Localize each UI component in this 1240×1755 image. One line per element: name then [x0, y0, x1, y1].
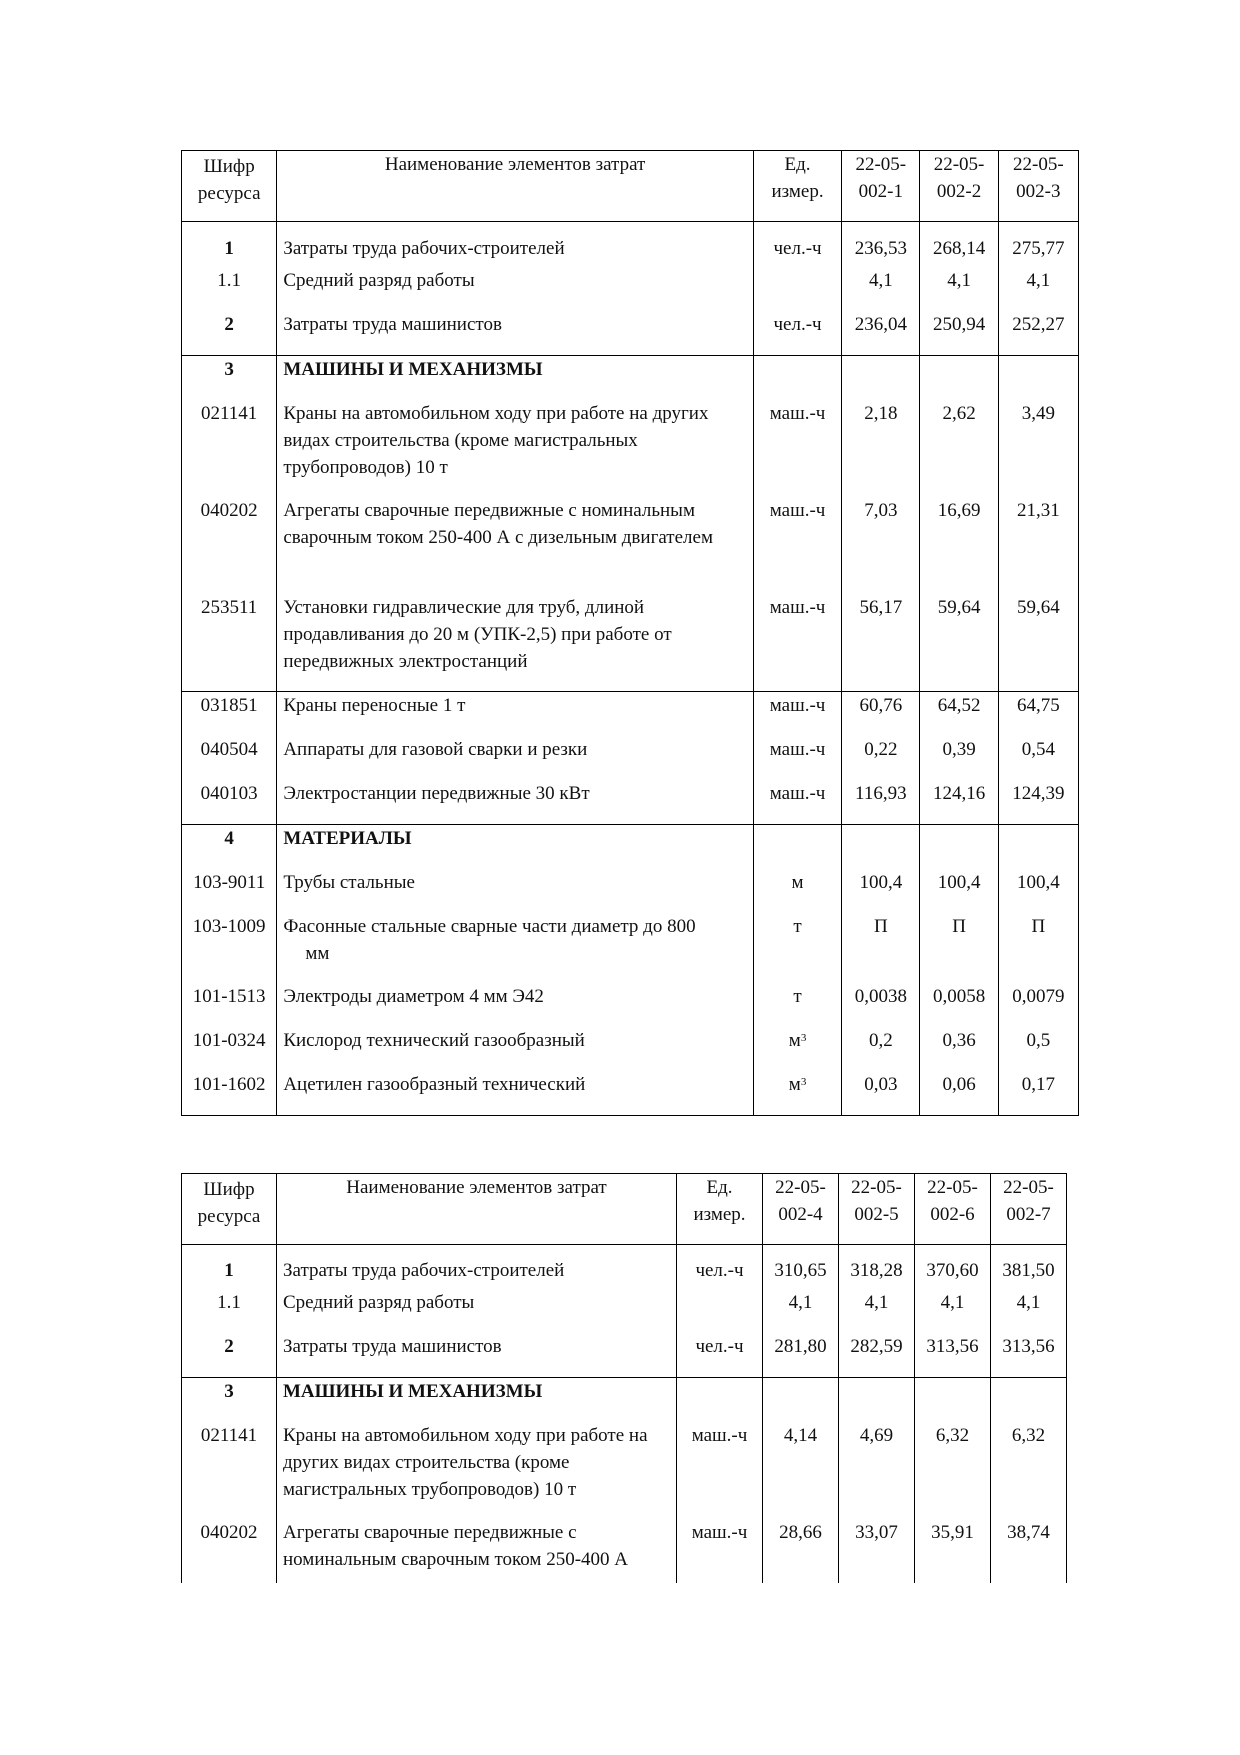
row-name: Электростанции передвижные 30 кВт — [277, 780, 754, 825]
table-row — [182, 1333, 1067, 1378]
header-unit: Ед. измер. — [677, 1174, 763, 1245]
row-value-2: 250,94 — [920, 311, 998, 356]
row-unit: маш.-ч — [753, 594, 841, 692]
row-value-4: 4,1 — [991, 1289, 1067, 1333]
table-row — [182, 1071, 1079, 1116]
table-row — [182, 780, 1079, 825]
row-name — [277, 913, 754, 983]
row-value-2: 100,4 — [920, 869, 998, 913]
row-value-1: 0,22 — [842, 736, 920, 780]
row-value-3 — [998, 825, 1078, 870]
row-value-4: 6,32 — [991, 1422, 1067, 1519]
row-value-1: 236,53 — [842, 222, 920, 268]
row-value-2: П — [920, 913, 998, 983]
row-value-2: 59,64 — [920, 594, 998, 692]
row-unit: чел.-ч — [753, 311, 841, 356]
row-value-1: 7,03 — [842, 497, 920, 594]
row-name: Установки гидравлические для труб, длиной продавливания до 20 м (УПК-2,5) при работе от передвижных электростанций — [277, 594, 754, 692]
row-code: 021141 — [182, 400, 277, 497]
row-name-line-1: Фасонные стальные сварные части диаметр до 800 — [283, 916, 696, 937]
row-value-4: 313,56 — [991, 1333, 1067, 1378]
row-value-4: 38,74 — [991, 1519, 1067, 1583]
header-col-1: 22-05-002-4 — [763, 1174, 839, 1245]
table-row — [182, 736, 1079, 780]
row-code: 101-0324 — [182, 1027, 277, 1071]
row-unit: м — [753, 869, 841, 913]
row-value-3: П — [998, 913, 1078, 983]
table-row — [182, 267, 1079, 311]
row-value-1: 0,03 — [842, 1071, 920, 1116]
row-unit: маш.-ч — [677, 1422, 763, 1519]
header-code: Шифр ресурса — [182, 1174, 277, 1245]
row-value-3: 313,56 — [915, 1333, 991, 1378]
resource-table-2 — [181, 1173, 1067, 1583]
row-name: Кислород технический газообразный — [277, 1027, 754, 1071]
row-code: 040504 — [182, 736, 277, 780]
row-value-2: 2,62 — [920, 400, 998, 497]
row-name: Краны на автомобильном ходу при работе на других видах строительства (кроме магистральных трубопроводов) 10 т — [277, 400, 754, 497]
row-unit: маш.-ч — [753, 400, 841, 497]
table-row — [182, 1289, 1067, 1333]
row-value-2: 0,06 — [920, 1071, 998, 1116]
row-name-line-2: мм — [305, 943, 330, 964]
row-name: Затраты труда машинистов — [277, 311, 754, 356]
table-header — [182, 1174, 1067, 1245]
row-unit: чел.-ч — [753, 222, 841, 268]
table-row — [182, 222, 1079, 268]
row-value-3: 124,39 — [998, 780, 1078, 825]
row-value-2: 124,16 — [920, 780, 998, 825]
row-code: 1.1 — [182, 267, 277, 311]
row-unit: т — [753, 983, 841, 1027]
row-name: Затраты труда машинистов — [277, 1333, 677, 1378]
unit-superscript: 3 — [800, 1076, 807, 1088]
table-row — [182, 869, 1079, 913]
row-unit: чел.-ч — [677, 1245, 763, 1290]
row-code: 040103 — [182, 780, 277, 825]
row-value-3: 4,1 — [915, 1289, 991, 1333]
row-name: Средний разряд работы — [277, 267, 754, 311]
row-code: 040202 — [182, 497, 277, 594]
row-unit: маш.-ч — [677, 1519, 763, 1583]
row-code: 1 — [182, 222, 277, 268]
row-value-2: 4,1 — [920, 267, 998, 311]
row-value-2: 318,28 — [839, 1245, 915, 1290]
row-value-2: 0,36 — [920, 1027, 998, 1071]
row-value-2: 4,69 — [839, 1422, 915, 1519]
header-col-1: 22-05-002-1 — [842, 151, 920, 222]
row-value-3: 21,31 — [998, 497, 1078, 594]
row-code: 101-1602 — [182, 1071, 277, 1116]
row-value-3: 370,60 — [915, 1245, 991, 1290]
resource-table-1 — [181, 150, 1079, 1116]
header-name: Наименование элементов затрат — [277, 151, 754, 222]
row-code: 3 — [182, 1378, 277, 1423]
row-value-1: 4,1 — [763, 1289, 839, 1333]
row-value-3: 59,64 — [998, 594, 1078, 692]
row-value-3: 252,27 — [998, 311, 1078, 356]
row-value-1: 100,4 — [842, 869, 920, 913]
row-name: Средний разряд работы — [277, 1289, 677, 1333]
row-code: 3 — [182, 356, 277, 401]
table-row — [182, 311, 1079, 356]
row-unit — [677, 1289, 763, 1333]
row-value-1 — [842, 356, 920, 401]
row-value-3: 0,5 — [998, 1027, 1078, 1071]
row-value-1: 4,14 — [763, 1422, 839, 1519]
row-value-4: 381,50 — [991, 1245, 1067, 1290]
table-row — [182, 1378, 1067, 1423]
row-name: Трубы стальные — [277, 869, 754, 913]
header-unit: Ед. измер. — [753, 151, 841, 222]
row-name: Агрегаты сварочные передвижные с номинальным сварочным током 250-400 А с дизельным двигателем — [277, 497, 754, 594]
row-value-3 — [915, 1378, 991, 1423]
table-row — [182, 356, 1079, 401]
row-name: Краны переносные 1 т — [277, 692, 754, 737]
row-value-1 — [842, 825, 920, 870]
row-code: 4 — [182, 825, 277, 870]
row-name: Электроды диаметром 4 мм Э42 — [277, 983, 754, 1027]
row-value-1: 0,0038 — [842, 983, 920, 1027]
row-unit — [753, 825, 841, 870]
row-value-3: 35,91 — [915, 1519, 991, 1583]
row-unit: чел.-ч — [677, 1333, 763, 1378]
row-value-2: 16,69 — [920, 497, 998, 594]
row-value-2: 64,52 — [920, 692, 998, 737]
table-row — [182, 400, 1079, 497]
header-col-3: 22-05-002-6 — [915, 1174, 991, 1245]
row-value-2 — [920, 825, 998, 870]
row-value-2: 0,39 — [920, 736, 998, 780]
row-value-1: 2,18 — [842, 400, 920, 497]
row-value-2: 33,07 — [839, 1519, 915, 1583]
row-unit — [753, 1071, 841, 1116]
row-value-3: 0,54 — [998, 736, 1078, 780]
row-value-3: 4,1 — [998, 267, 1078, 311]
row-name: Краны на автомобильном ходу при работе на других видах строительства (кроме магистральных трубопроводов) 10 т — [277, 1422, 677, 1519]
row-value-3: 6,32 — [915, 1422, 991, 1519]
row-code: 2 — [182, 311, 277, 356]
table-row — [182, 983, 1079, 1027]
row-value-1: 56,17 — [842, 594, 920, 692]
row-code: 253511 — [182, 594, 277, 692]
row-code: 1 — [182, 1245, 277, 1290]
table-row — [182, 1519, 1067, 1583]
row-name: Агрегаты сварочные передвижные с номинальным сварочным током 250-400 А — [277, 1519, 677, 1583]
row-name: МАТЕРИАЛЫ — [277, 825, 754, 870]
row-value-2: 282,59 — [839, 1333, 915, 1378]
row-unit — [753, 267, 841, 311]
table-row — [182, 1422, 1067, 1519]
header-name: Наименование элементов затрат — [277, 1174, 677, 1245]
header-code: Шифр ресурса — [182, 151, 277, 222]
row-unit: маш.-ч — [753, 780, 841, 825]
row-value-2 — [920, 356, 998, 401]
row-value-1: 310,65 — [763, 1245, 839, 1290]
header-col-3: 22-05-002-3 — [998, 151, 1078, 222]
unit-superscript: 3 — [800, 1032, 807, 1044]
row-value-3: 3,49 — [998, 400, 1078, 497]
row-value-3 — [998, 356, 1078, 401]
row-value-1: 281,80 — [763, 1333, 839, 1378]
row-name: Затраты труда рабочих-строителей — [277, 222, 754, 268]
row-value-3: 275,77 — [998, 222, 1078, 268]
row-unit: маш.-ч — [753, 497, 841, 594]
row-value-3: 100,4 — [998, 869, 1078, 913]
row-code: 040202 — [182, 1519, 277, 1583]
header-col-2: 22-05-002-2 — [920, 151, 998, 222]
unit-text: м — [788, 1074, 801, 1095]
row-value-3: 0,0079 — [998, 983, 1078, 1027]
table-row — [182, 594, 1079, 692]
row-code: 101-1513 — [182, 983, 277, 1027]
row-value-1: 28,66 — [763, 1519, 839, 1583]
table-row — [182, 497, 1079, 594]
table-row — [182, 692, 1079, 737]
row-code: 031851 — [182, 692, 277, 737]
row-code: 103-1009 — [182, 913, 277, 983]
header-col-4: 22-05-002-7 — [991, 1174, 1067, 1245]
row-value-1: 0,2 — [842, 1027, 920, 1071]
row-name: Аппараты для газовой сварки и резки — [277, 736, 754, 780]
row-unit: маш.-ч — [753, 736, 841, 780]
header-col-2: 22-05-002-5 — [839, 1174, 915, 1245]
row-value-3: 0,17 — [998, 1071, 1078, 1116]
row-value-2: 4,1 — [839, 1289, 915, 1333]
row-name: Затраты труда рабочих-строителей — [277, 1245, 677, 1290]
row-value-1: 236,04 — [842, 311, 920, 356]
table-row — [182, 1027, 1079, 1071]
row-value-1: П — [842, 913, 920, 983]
table-row — [182, 1245, 1067, 1290]
row-unit: маш.-ч — [753, 692, 841, 737]
row-code: 2 — [182, 1333, 277, 1378]
row-unit — [677, 1378, 763, 1423]
row-value-1 — [763, 1378, 839, 1423]
row-unit — [753, 356, 841, 401]
row-name: МАШИНЫ И МЕХАНИЗМЫ — [277, 1378, 677, 1423]
row-value-4 — [991, 1378, 1067, 1423]
row-name: Ацетилен газообразный технический — [277, 1071, 754, 1116]
row-code: 103-9011 — [182, 869, 277, 913]
row-unit — [753, 1027, 841, 1071]
row-name: МАШИНЫ И МЕХАНИЗМЫ — [277, 356, 754, 401]
row-value-1: 60,76 — [842, 692, 920, 737]
row-value-2: 268,14 — [920, 222, 998, 268]
row-value-2 — [839, 1378, 915, 1423]
row-code: 1.1 — [182, 1289, 277, 1333]
unit-text: м — [788, 1030, 801, 1051]
table-header — [182, 151, 1079, 222]
row-value-1: 4,1 — [842, 267, 920, 311]
row-value-3: 64,75 — [998, 692, 1078, 737]
row-value-2: 0,0058 — [920, 983, 998, 1027]
row-code: 021141 — [182, 1422, 277, 1519]
row-value-1: 116,93 — [842, 780, 920, 825]
row-unit: т — [753, 913, 841, 983]
table-row — [182, 825, 1079, 870]
table-row — [182, 913, 1079, 983]
